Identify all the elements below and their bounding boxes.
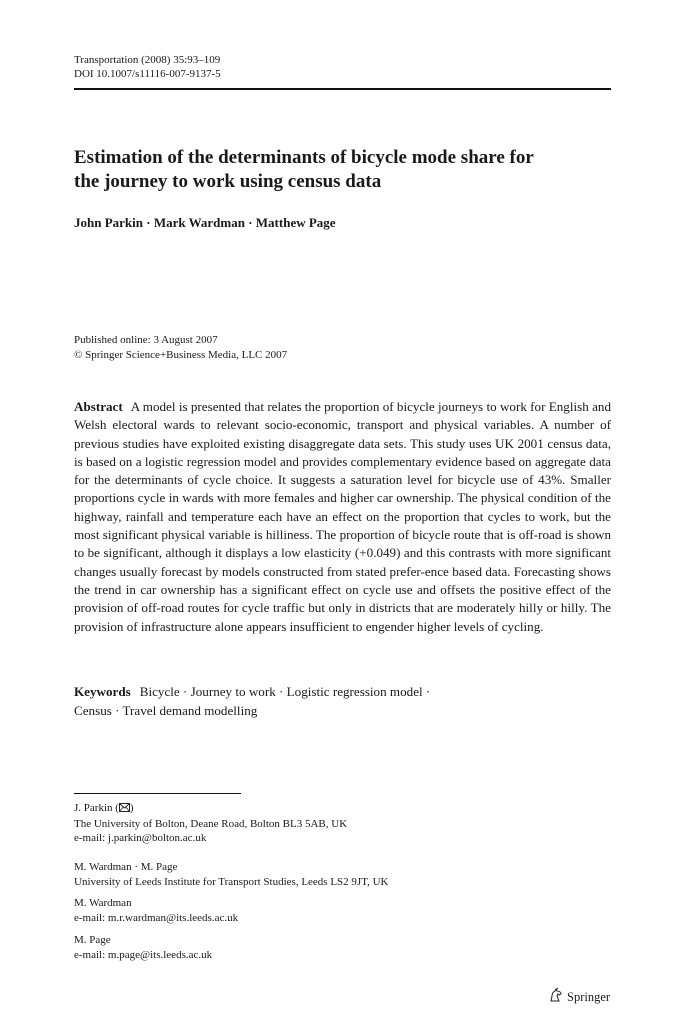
affiliation-email[interactable]: e-mail: m.r.wardman@its.leeds.ac.uk: [74, 911, 239, 924]
author-list: John Parkin · Mark Wardman · Matthew Page: [74, 215, 336, 230]
article-title-line-1: Estimation of the determinants of bicycle mode share for: [74, 147, 534, 168]
affiliation-email[interactable]: e-mail: j.parkin@bolton.ac.uk: [74, 832, 207, 844]
affiliation-author: M. Wardman: [74, 897, 132, 909]
published-online-date: Published online: 3 August 2007: [74, 334, 218, 346]
journal-header: [74, 53, 221, 81]
affiliation-wardman: [74, 896, 238, 925]
affiliation-author-suffix: ): [129, 802, 134, 814]
keywords: [74, 683, 611, 720]
affiliation-institution: The University of Bolton, Deane Road, Bolton BL3 5AB, UK: [74, 817, 348, 830]
affiliation-page: [74, 933, 212, 962]
abstract-text: A model is presented that relates the proportion of bicycle journeys to work for English and Welsh electoral wards to relevant socio-economic, transport and physical variables. A number of previous studies have exploited existing disaggregate data sets. This study uses UK 2001 census data, is based on a logistic regression model and provides complementary evidence based on aggregate data for the determinants of cycle choice. It suggests a saturation level for bicycle use of 43%. Smaller proportions cycle in wards with more females and higher car ownership. The physical condition of the highway, rainfall and temperature each have an effect on the proportion that cycles to work, but the most significant physical variable is hilliness. The proportion of bicycle route that is off-road is shown to be significant, although it displays a low elasticity (+0.049) and this contrasts with more significant changes usually forecast by models constructed from stated prefer-ence based data. Forecasting shows the trend in car ownership has a significant effect on cycle use and offsets the positive effect of the provision of off-road routes for cycle traffic but only in districts that are moderately hilly or hilly. The provision of infrastructure alone appears insufficient to engender higher levels of cycling.: [74, 399, 611, 634]
affiliation-parkin: [74, 801, 347, 846]
keywords-line-1: Bicycle · Journey to work · Logistic regression model ·: [139, 684, 431, 699]
springer-horse-icon: [548, 987, 564, 1007]
envelope-icon: [119, 802, 130, 817]
affiliation-author: M. Wardman · M. Page: [74, 861, 178, 873]
article-title: [74, 146, 614, 194]
affiliation-wardman-page: [74, 860, 389, 889]
copyright-notice: © Springer Science+Business Media, LLC 2007: [74, 349, 288, 361]
keywords-heading: Keywords: [74, 684, 131, 699]
publication-info: [74, 333, 287, 363]
affiliation-institution: University of Leeds Institute for Transport Studies, Leeds LS2 9JT, UK: [74, 875, 389, 888]
affiliation-author: J. Parkin (: [74, 802, 119, 814]
header-rule: [74, 88, 611, 90]
abstract: [74, 398, 611, 636]
article-title-line-2: the journey to work using census data: [74, 171, 382, 192]
publisher-name: Springer: [567, 989, 611, 1004]
publisher-logo: [548, 987, 610, 1007]
journal-citation: Transportation (2008) 35:93–109: [74, 54, 221, 66]
footnote-rule: [74, 793, 241, 794]
affiliation-author: M. Page: [74, 934, 111, 946]
affiliation-email[interactable]: e-mail: m.page@its.leeds.ac.uk: [74, 948, 213, 961]
abstract-heading: Abstract: [74, 399, 123, 414]
keywords-line-2: Census · Travel demand modelling: [74, 702, 258, 718]
journal-doi: DOI 10.1007/s11116-007-9137-5: [74, 68, 221, 80]
